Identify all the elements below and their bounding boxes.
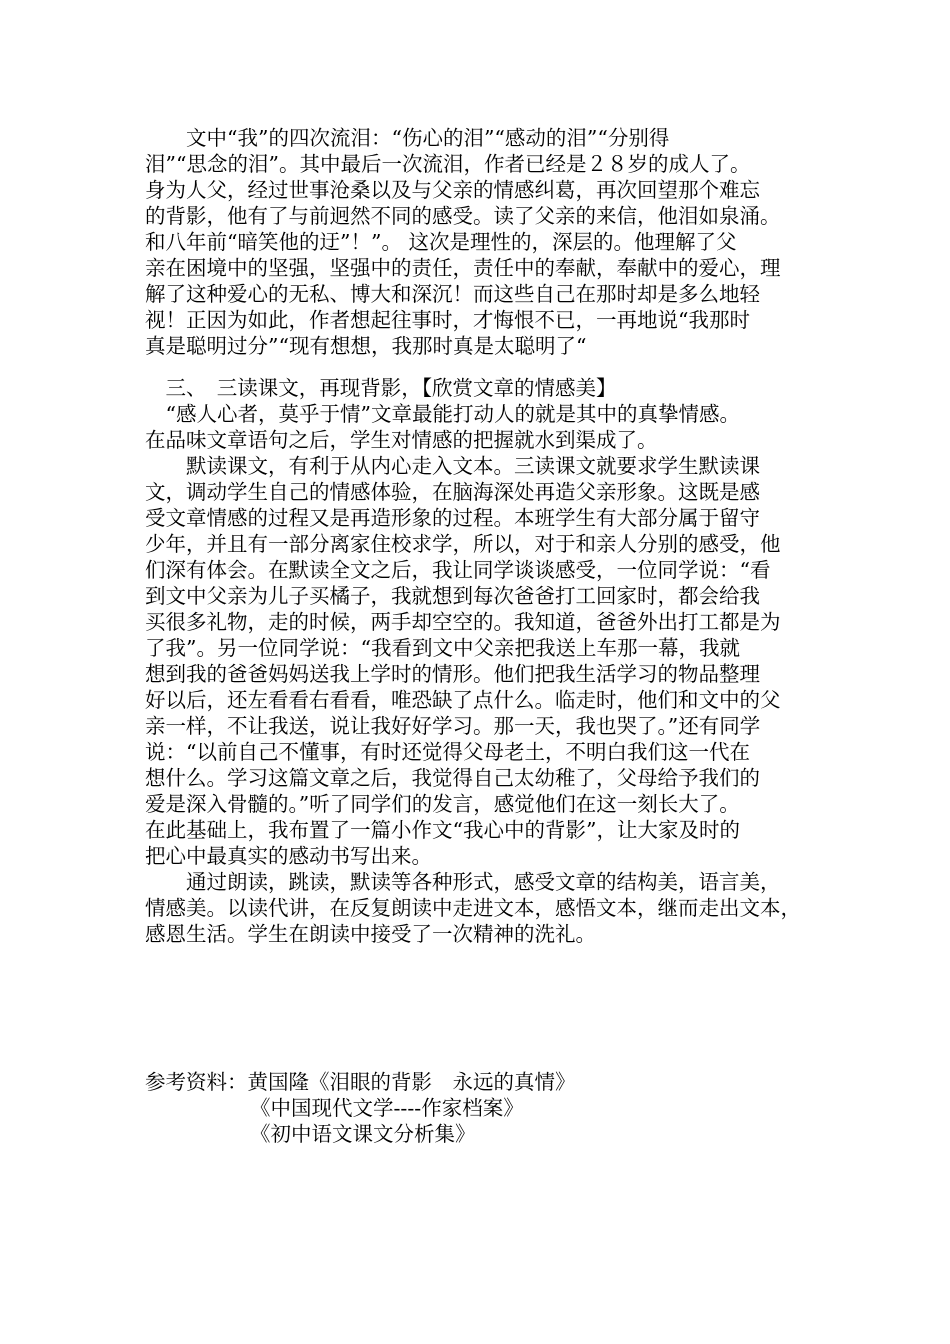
text-line: 把心中最真实的感动书写出来。: [145, 844, 432, 868]
reference-line: 《初中语文课文分析集》: [250, 1122, 476, 1146]
text-line: 视！正因为如此，作者想起往事时，才悔恨不已，一再地说“我那时: [145, 308, 750, 332]
text-line: 买很多礼物，走的时候，两手却空空的。我知道，爸爸外出打工都是为: [145, 610, 781, 634]
text-line: 想到我的爸爸妈妈送我上学时的情形。他们把我生活学习的物品整理: [145, 662, 760, 686]
text-line: 通过朗读，跳读，默读等各种形式，感受文章的结构美，语言美，: [145, 870, 781, 894]
text-line: 了我”。另一位同学说：“我看到文中父亲把我送上车那一幕，我就: [145, 636, 740, 660]
text-line: 想什么。学习这篇文章之后，我觉得自己太幼稚了，父母给予我们的: [145, 766, 760, 790]
text-line: 们深有体会。在默读全文之后，我让同学谈谈感受，一位同学说：“看: [145, 558, 771, 582]
text-line: 情感美。以读代讲，在反复朗读中走进文本，感悟文本，继而走出文本，: [145, 896, 801, 920]
text-line: 身为人父，经过世事沧桑以及与父亲的情感纠葛，再次回望那个难忘: [145, 178, 760, 202]
text-line: 在此基础上，我布置了一篇小作文“我心中的背影”，让大家及时的: [145, 818, 740, 842]
text-line: 的背影，他有了与前迥然不同的感受。读了父亲的来信，他泪如泉涌。: [145, 204, 781, 228]
text-line: 爱是深入骨髓的。”听了同学们的发言，感觉他们在这一刻长大了。: [145, 792, 740, 816]
text-line: 亲一样，不让我送，说让我好好学习。那一天，我也哭了。”还有同学: [145, 714, 761, 738]
reference-line: 参考资料：黄国隆《泪眼的背影 永远的真情》: [145, 1070, 576, 1094]
text-line: 和八年前“暗笑他的迂”！”。 这次是理性的，深层的。他理解了父: [145, 230, 737, 254]
text-line: 泪”“思念的泪”。其中最后一次流泪，作者已经是２８岁的成人了。: [145, 152, 751, 176]
text-line: 默读课文，有利于从内心走入文本。三读课文就要求学生默读课: [145, 454, 760, 478]
text-line: “感人心者，莫乎于情”文章最能打动人的就是其中的真挚情感。: [145, 402, 740, 426]
text-line: 文，调动学生自己的情感体验，在脑海深处再造父亲形象。这既是感: [145, 480, 760, 504]
text-line: 真是聪明过分”“现有想想，我那时真是太聪明了“: [145, 334, 587, 358]
text-line: 受文章情感的过程又是再造形象的过程。本班学生有大部分属于留守: [145, 506, 760, 530]
text-line: 少年，并且有一部分离家住校求学，所以，对于和亲人分别的感受，他: [145, 532, 781, 556]
text-line: 亲在困境中的坚强，坚强中的责任，责任中的奉献，奉献中的爱心，理: [145, 256, 781, 280]
text-line: 文中“我”的四次流泪：“伤心的泪”“感动的泪”“分别得: [145, 126, 670, 150]
text-line: 解了这种爱心的无私、博大和深沉！而这些自己在那时却是多么地轻: [145, 282, 760, 306]
text-line: 好以后，还左看看右看看，唯恐缺了点什么。临走时，他们和文中的父: [145, 688, 781, 712]
text-line: 在品味文章语句之后，学生对情感的把握就水到渠成了。: [145, 428, 658, 452]
reference-line: 《中国现代文学----作家档案》: [250, 1096, 524, 1120]
text-line: 感恩生活。学生在朗读中接受了一次精神的洗礼。: [145, 922, 596, 946]
text-line: 到文中父亲为儿子买橘子，我就想到每次爸爸打工回家时，都会给我: [145, 584, 760, 608]
section-heading: 三、 三读课文，再现背影，【欣赏文章的情感美】: [145, 376, 617, 400]
text-line: 说：“以前自己不懂事，有时还觉得父母老土，不明白我们这一代在: [145, 740, 750, 764]
